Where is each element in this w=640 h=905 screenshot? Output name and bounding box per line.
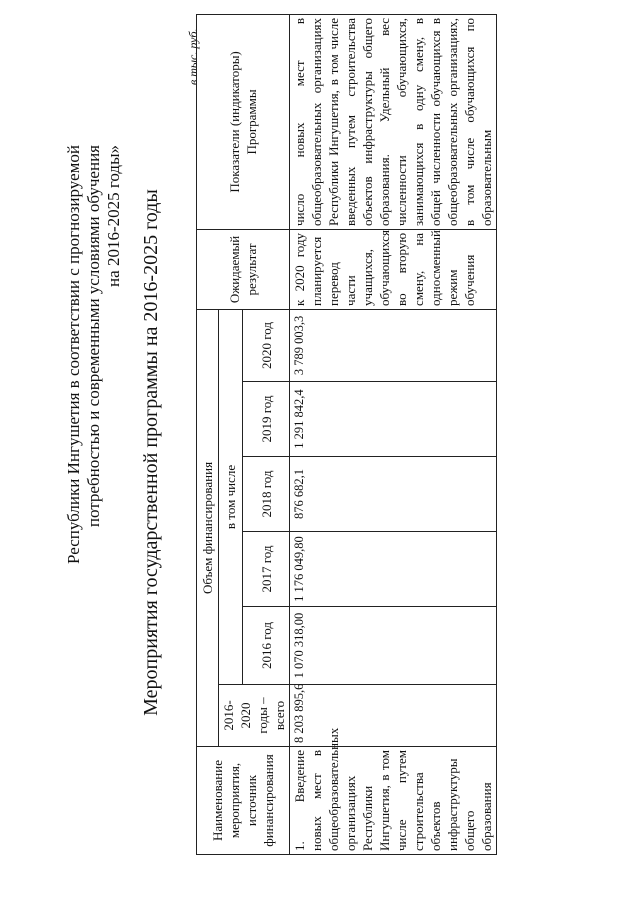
program-activities-table [196,14,497,855]
row-total: 8 203 895,6 [290,685,497,747]
header-indicators: Показатели (индикаторы) Программы [197,14,290,229]
header-year-2019: 2019 год [243,382,290,457]
header-year-2020: 2020 год [243,309,290,381]
header-line-2: потребностью и современными условиями обучения [84,145,103,528]
row-activity-name: 1. Введение новых мест в общеобразовательных организациях Республики Ингушетия, в том числе путем строительства объектов инфраструктуры общего образования [290,747,497,855]
header-year-2017: 2017 год [243,532,290,607]
row-2018: 876 682,1 [290,457,497,532]
row-2020: 3 789 003,3 [290,309,497,381]
header-line-3: на 2016-2025 годы» [104,145,123,287]
header-including: в том числе [219,309,243,684]
header-activity-name: Наименование мероприятия, источник финансирования [197,747,290,855]
header-period-total: 2016-2020 годы – всего [219,685,290,747]
header-year-2018: 2018 год [243,457,290,532]
header-line-1: Республики Ингушетия в соответствии с прогнозируемой [64,145,83,564]
header-year-2016: 2016 год [243,607,290,685]
document-title: Мероприятия государственной программы на 2016-2025 годы [140,189,162,716]
table-row [290,14,497,854]
unit-note: в тыс. руб. [186,28,200,85]
row-indicators: число новых мест в общеобразовательных организациях Республики Ингушетия, в том числе введенных путем строительства объектов инфраструктуры общего образования. Удельный вес численности обучающихся, занимающихся в одну смену, в общей численности обучающихся в общеобразовательных организациях, в том числе обучающихся по образовательным [290,14,497,229]
row-expected-result: к 2020 году планируется перевод части учащихся, обучающихся во вторую смену, на односменный режим обучения [290,229,497,309]
header-expected-result: Ожидаемый результат [197,229,290,309]
row-2017: 1 176 049,80 [290,532,497,607]
row-2019: 1 291 842,4 [290,382,497,457]
header-funding: Объем финансирования [197,309,219,746]
row-2016: 1 070 318,00 [290,607,497,685]
